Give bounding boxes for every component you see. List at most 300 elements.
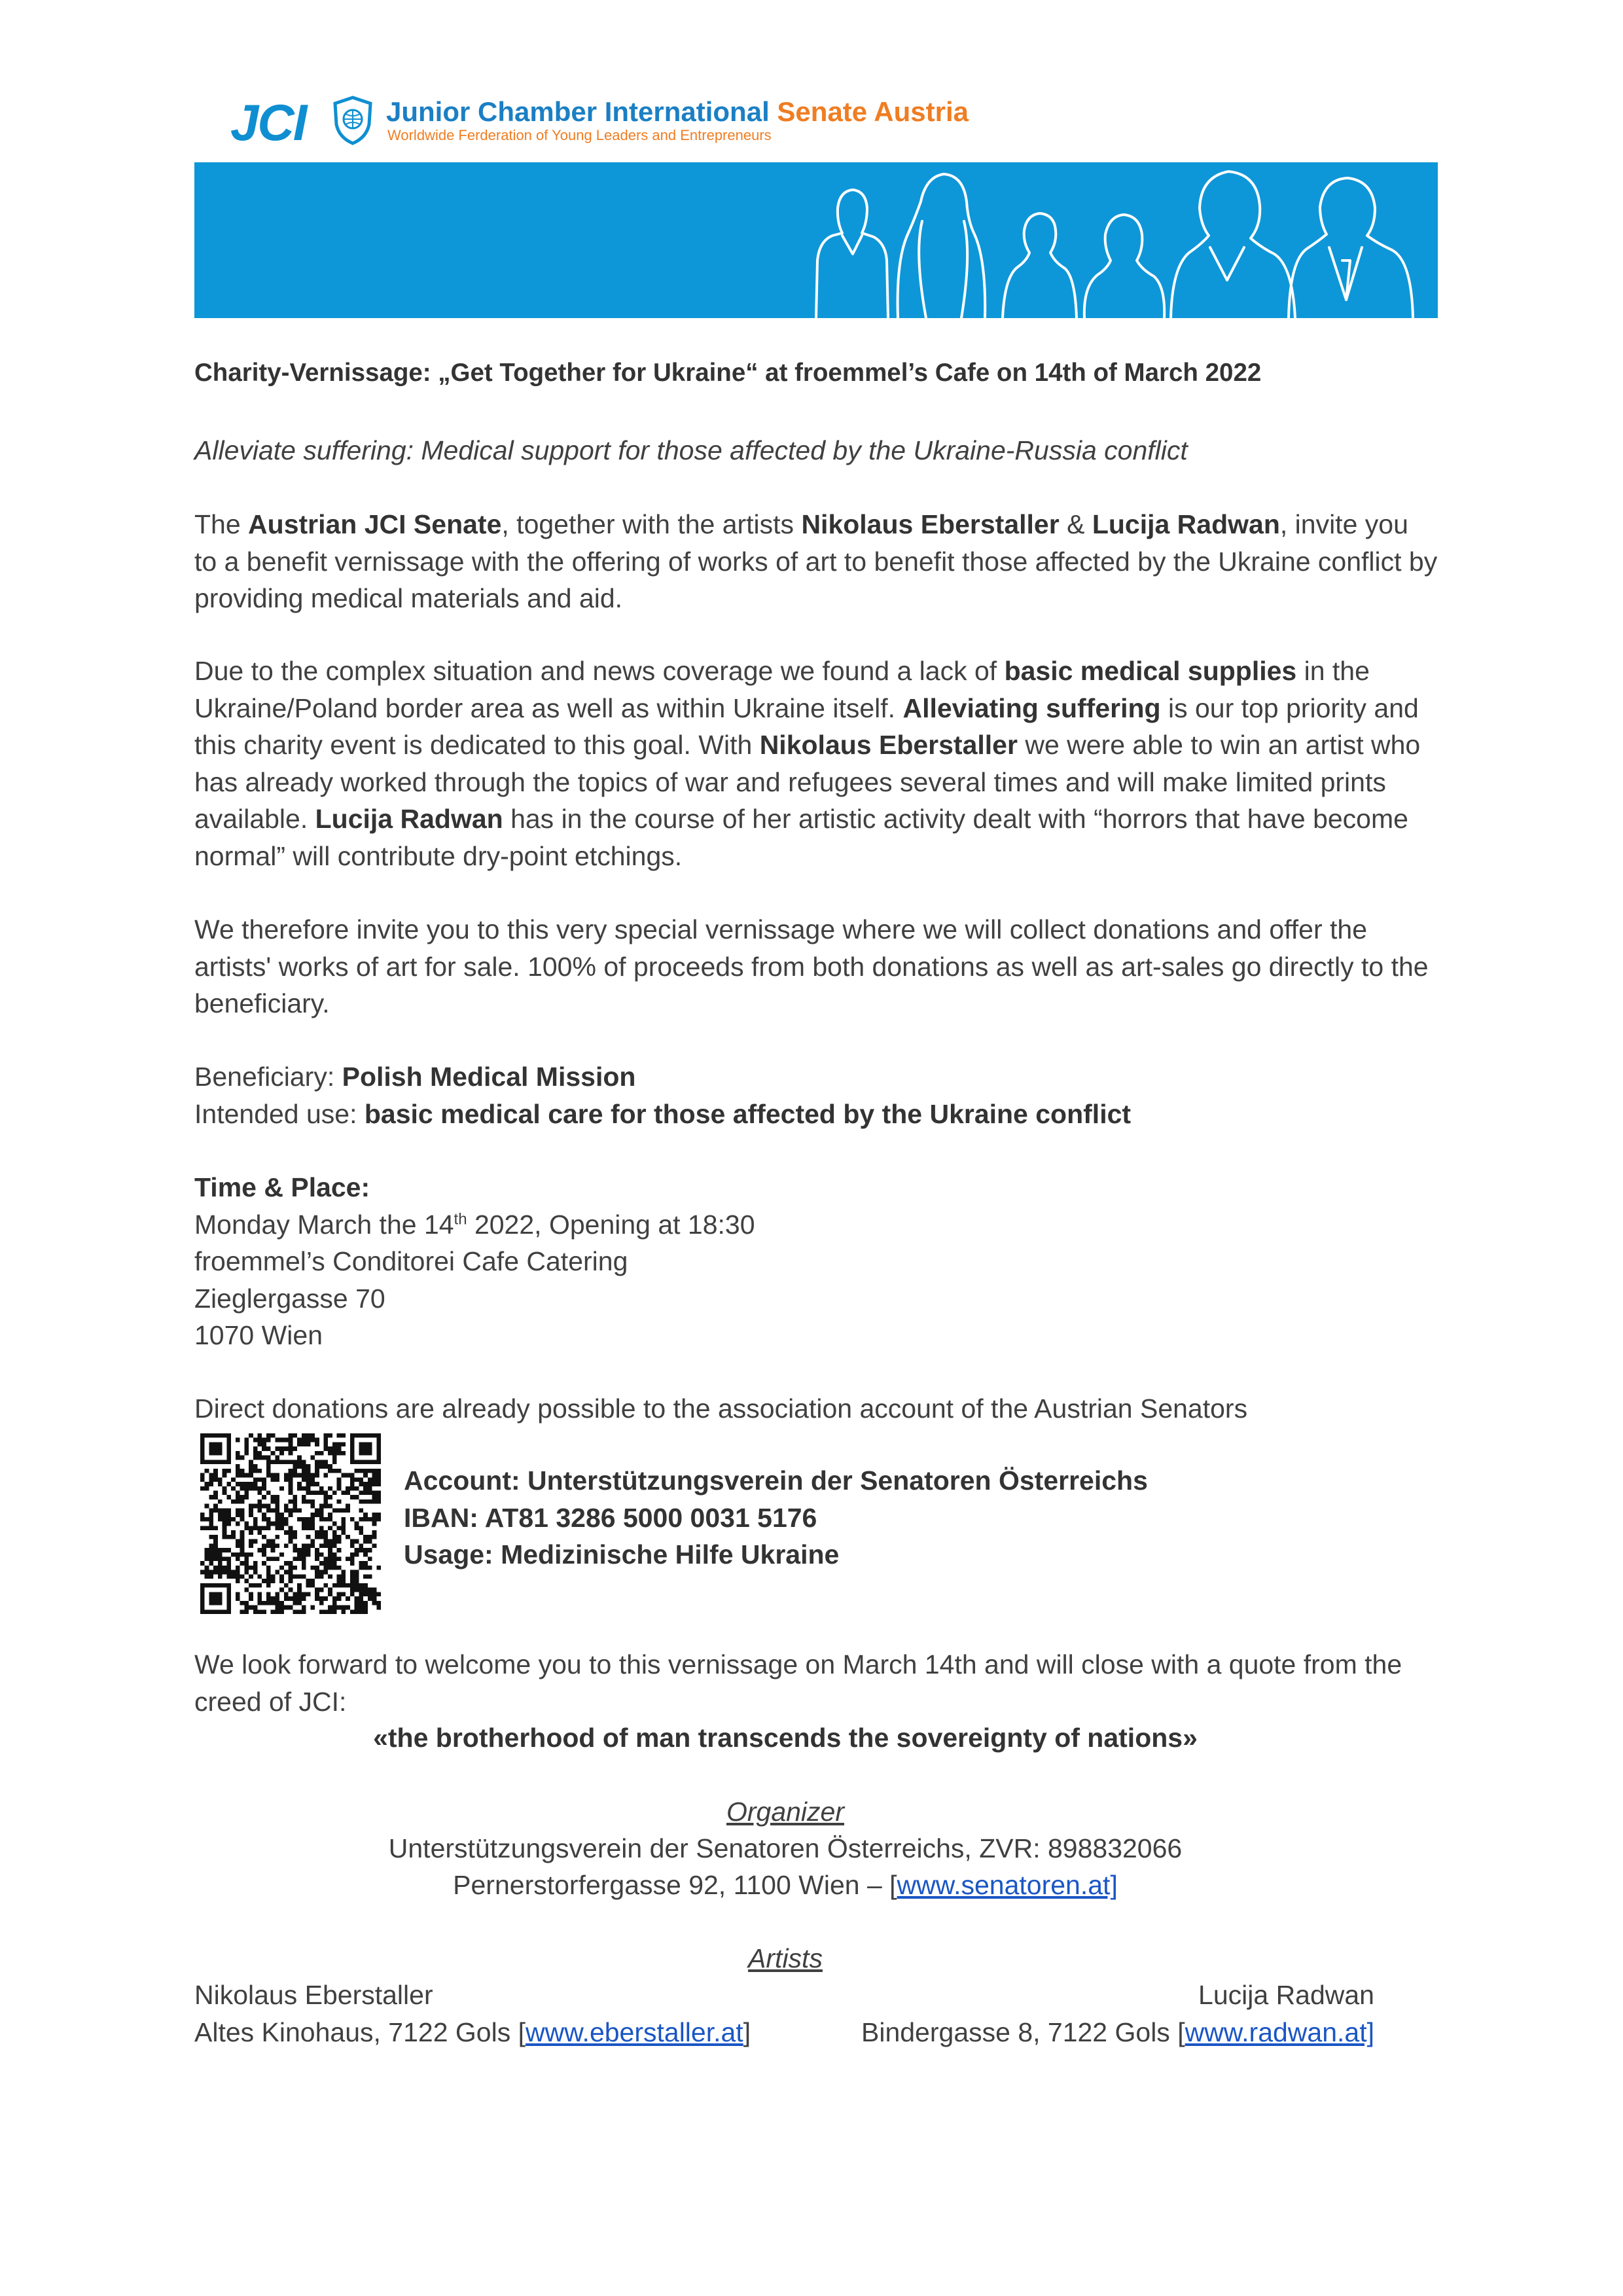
qr-module	[328, 1588, 332, 1592]
qr-module	[368, 1442, 372, 1446]
qr-module	[306, 1583, 311, 1588]
qr-module	[236, 1451, 240, 1456]
qr-module	[306, 1477, 311, 1482]
qr-module	[319, 1451, 324, 1456]
qr-module	[262, 1526, 266, 1530]
qr-module	[337, 1482, 342, 1486]
qr-module	[289, 1486, 293, 1491]
qr-module	[209, 1548, 213, 1552]
qr-module	[310, 1579, 315, 1583]
qr-module	[328, 1433, 332, 1438]
qr-module	[218, 1508, 223, 1513]
qr-module	[306, 1548, 311, 1552]
qr-module	[266, 1522, 271, 1526]
qr-module	[350, 1556, 355, 1561]
qr-module	[209, 1526, 213, 1530]
qr-module	[341, 1592, 346, 1596]
qr-module	[262, 1482, 266, 1486]
qr-module	[213, 1491, 218, 1496]
qr-module	[359, 1530, 363, 1535]
qr-module	[332, 1556, 337, 1561]
qr-module	[310, 1522, 315, 1526]
qr-module	[218, 1570, 223, 1575]
qr-module	[319, 1517, 324, 1522]
qr-module	[249, 1574, 253, 1579]
qr-module	[319, 1508, 324, 1513]
qr-module	[200, 1592, 205, 1596]
qr-module	[368, 1596, 372, 1601]
qr-module	[315, 1469, 319, 1473]
qr-module	[284, 1596, 289, 1601]
qr-module	[275, 1446, 279, 1451]
time-place-block	[194, 1169, 1438, 1354]
senatoren-link[interactable]: www.senatoren.at]	[897, 1870, 1118, 1900]
qr-module	[249, 1464, 253, 1469]
qr-module	[297, 1464, 302, 1469]
account-name: Account: Unterstützungsverein der Senatoren Österreichs	[404, 1465, 1148, 1496]
qr-module	[258, 1499, 262, 1504]
qr-module	[218, 1433, 223, 1438]
qr-module	[209, 1495, 213, 1499]
qr-module	[337, 1446, 342, 1451]
qr-module	[346, 1491, 350, 1496]
qr-module	[323, 1438, 328, 1443]
radwan-link[interactable]: www.radwan.at]	[1185, 2017, 1374, 2047]
qr-module	[284, 1530, 289, 1535]
qr-module	[323, 1561, 328, 1566]
qr-module	[368, 1539, 372, 1544]
qr-module	[302, 1552, 306, 1557]
qr-module	[363, 1499, 368, 1504]
qr-module	[271, 1539, 276, 1544]
eberstaller-link[interactable]: www.eberstaller.at	[525, 2017, 743, 2047]
qr-module	[244, 1588, 249, 1592]
qr-module	[244, 1561, 249, 1566]
qr-module	[337, 1556, 342, 1561]
qr-module	[258, 1530, 262, 1535]
qr-module	[200, 1438, 205, 1443]
qr-module	[337, 1499, 342, 1504]
qr-module	[271, 1499, 276, 1504]
qr-module	[213, 1548, 218, 1552]
qr-module	[231, 1517, 236, 1522]
qr-module	[315, 1473, 319, 1478]
qr-module	[323, 1539, 328, 1544]
text: in the Ukraine/Poland border area as well as within Ukraine itself.	[194, 656, 1370, 723]
qr-module	[332, 1552, 337, 1557]
qr-module	[240, 1517, 245, 1522]
qr-module	[368, 1566, 372, 1570]
qr-module	[323, 1596, 328, 1601]
qr-module	[319, 1588, 324, 1592]
qr-module	[205, 1583, 209, 1588]
qr-module	[253, 1566, 258, 1570]
closing-paragraph: We look forward to welcome you to this vernissage on March 14th and will close with a quote from the creed of JCI:	[194, 1649, 1402, 1717]
qr-module	[258, 1609, 262, 1614]
qr-module	[209, 1522, 213, 1526]
qr-module	[319, 1530, 324, 1535]
qr-module	[240, 1574, 245, 1579]
qr-module	[209, 1570, 213, 1575]
qr-module	[337, 1579, 342, 1583]
qr-module	[315, 1482, 319, 1486]
people-silhouettes-illustration	[194, 162, 1438, 318]
qr-module	[218, 1561, 223, 1566]
qr-module	[350, 1495, 355, 1499]
qr-module	[310, 1583, 315, 1588]
qr-module	[200, 1601, 205, 1605]
qr-module	[355, 1486, 359, 1491]
qr-module	[350, 1552, 355, 1557]
qr-module	[223, 1526, 227, 1530]
qr-module	[293, 1433, 297, 1438]
qr-module	[279, 1588, 284, 1592]
qr-module	[376, 1601, 381, 1605]
qr-module	[346, 1596, 350, 1601]
qr-module	[244, 1579, 249, 1583]
qr-module	[231, 1486, 236, 1491]
artist-radwan	[785, 1977, 1374, 2051]
qr-module	[297, 1552, 302, 1557]
qr-module	[275, 1601, 279, 1605]
qr-module	[253, 1570, 258, 1575]
qr-module	[323, 1499, 328, 1504]
qr-module	[226, 1495, 231, 1499]
qr-module	[297, 1473, 302, 1478]
qr-module	[209, 1473, 213, 1478]
qr-module	[368, 1592, 372, 1596]
qr-module	[372, 1495, 377, 1499]
qr-module	[372, 1588, 377, 1592]
qr-module	[372, 1535, 377, 1539]
qr-module	[271, 1508, 276, 1513]
qr-module	[279, 1566, 284, 1570]
qr-module	[319, 1596, 324, 1601]
venue-street: Zieglergasse 70	[194, 1283, 385, 1314]
qr-module	[302, 1605, 306, 1610]
usage: Usage: Medizinische Hilfe Ukraine	[404, 1539, 840, 1570]
qr-module	[328, 1552, 332, 1557]
qr-module	[363, 1469, 368, 1473]
qr-module	[323, 1566, 328, 1570]
qr-module	[302, 1556, 306, 1561]
qr-module	[372, 1522, 377, 1526]
qr-module	[231, 1530, 236, 1535]
qr-module	[341, 1517, 346, 1522]
qr-module	[306, 1535, 311, 1539]
qr-module	[284, 1592, 289, 1596]
bold-text: Lucija Radwan	[315, 804, 503, 834]
qr-module	[236, 1552, 240, 1557]
qr-module	[279, 1552, 284, 1557]
qr-module	[332, 1530, 337, 1535]
jci-shield-icon	[332, 96, 373, 145]
qr-module	[266, 1464, 271, 1469]
qr-module	[302, 1464, 306, 1469]
qr-module	[271, 1495, 276, 1499]
qr-module	[293, 1592, 297, 1596]
qr-module	[289, 1438, 293, 1443]
qr-module	[226, 1609, 231, 1614]
qr-module	[226, 1517, 231, 1522]
qr-module	[302, 1596, 306, 1601]
qr-module	[332, 1442, 337, 1446]
qr-module	[253, 1469, 258, 1473]
qr-module	[289, 1446, 293, 1451]
qr-module	[236, 1539, 240, 1544]
qr-module	[341, 1605, 346, 1610]
qr-module	[275, 1517, 279, 1522]
text: The	[194, 509, 249, 539]
qr-module	[213, 1460, 218, 1464]
qr-module	[323, 1504, 328, 1509]
qr-module	[240, 1508, 245, 1513]
qr-module	[236, 1566, 240, 1570]
qr-module	[319, 1491, 324, 1496]
bold-text: Alleviating suffering	[902, 692, 1161, 723]
qr-module	[319, 1561, 324, 1566]
qr-module	[293, 1535, 297, 1539]
qr-module	[293, 1543, 297, 1548]
qr-module	[372, 1513, 377, 1517]
qr-module	[293, 1566, 297, 1570]
payment-qr-code[interactable]	[200, 1433, 381, 1614]
qr-module	[293, 1609, 297, 1614]
qr-module	[297, 1486, 302, 1491]
qr-module	[244, 1482, 249, 1486]
qr-module	[226, 1592, 231, 1596]
qr-module	[271, 1433, 276, 1438]
qr-module	[328, 1574, 332, 1579]
qr-module	[315, 1570, 319, 1575]
qr-module	[240, 1601, 245, 1605]
qr-module	[297, 1596, 302, 1601]
qr-module	[253, 1438, 258, 1443]
qr-module	[205, 1504, 209, 1509]
qr-module	[240, 1530, 245, 1535]
qr-module	[209, 1513, 213, 1517]
qr-module	[293, 1495, 297, 1499]
qr-module	[315, 1491, 319, 1496]
qr-module	[209, 1583, 213, 1588]
qr-module	[376, 1438, 381, 1443]
qr-module	[226, 1482, 231, 1486]
qr-module	[368, 1556, 372, 1561]
qr-module	[231, 1477, 236, 1482]
qr-module	[293, 1556, 297, 1561]
qr-module	[213, 1477, 218, 1482]
qr-module	[249, 1592, 253, 1596]
qr-module	[372, 1460, 377, 1464]
qr-module	[306, 1517, 311, 1522]
qr-module	[226, 1570, 231, 1575]
qr-module	[258, 1526, 262, 1530]
qr-module	[213, 1601, 218, 1605]
qr-module	[209, 1592, 213, 1596]
qr-module	[372, 1530, 377, 1535]
qr-module	[302, 1473, 306, 1478]
qr-module	[213, 1504, 218, 1509]
qr-module	[289, 1526, 293, 1530]
qr-module	[279, 1526, 284, 1530]
qr-module	[209, 1482, 213, 1486]
qr-module	[372, 1477, 377, 1482]
qr-module	[293, 1601, 297, 1605]
qr-module	[200, 1513, 205, 1517]
qr-module	[226, 1438, 231, 1443]
qr-module	[271, 1451, 276, 1456]
qr-module	[218, 1583, 223, 1588]
qr-module	[205, 1433, 209, 1438]
qr-module	[266, 1456, 271, 1460]
qr-module	[359, 1499, 363, 1504]
qr-module	[271, 1574, 276, 1579]
event-date	[194, 1206, 1438, 1244]
qr-module	[275, 1526, 279, 1530]
beneficiary-line	[194, 1058, 1438, 1096]
qr-module	[355, 1574, 359, 1579]
qr-module	[332, 1601, 337, 1605]
qr-module	[359, 1460, 363, 1464]
qr-module	[226, 1522, 231, 1526]
qr-module	[213, 1526, 218, 1530]
qr-module	[284, 1504, 289, 1509]
qr-module	[279, 1579, 284, 1583]
qr-module	[372, 1469, 377, 1473]
qr-module	[226, 1566, 231, 1570]
qr-module	[315, 1451, 319, 1456]
qr-module	[372, 1592, 377, 1596]
qr-module	[359, 1601, 363, 1605]
qr-module	[337, 1535, 342, 1539]
qr-module	[249, 1473, 253, 1478]
qr-module	[284, 1460, 289, 1464]
qr-module	[319, 1526, 324, 1530]
qr-module	[332, 1508, 337, 1513]
qr-module	[302, 1592, 306, 1596]
qr-module	[226, 1460, 231, 1464]
qr-module	[337, 1508, 342, 1513]
qr-module	[226, 1451, 231, 1456]
qr-module	[213, 1446, 218, 1451]
qr-module	[213, 1592, 218, 1596]
qr-module	[244, 1486, 249, 1491]
qr-module	[271, 1522, 276, 1526]
qr-module	[200, 1433, 205, 1438]
intro-paragraph	[194, 506, 1438, 617]
qr-module	[346, 1508, 350, 1513]
qr-module	[297, 1592, 302, 1596]
qr-module	[337, 1486, 342, 1491]
qr-module	[200, 1460, 205, 1464]
qr-module	[266, 1583, 271, 1588]
qr-module	[350, 1570, 355, 1575]
qr-module	[236, 1456, 240, 1460]
qr-module	[205, 1570, 209, 1575]
qr-module	[302, 1548, 306, 1552]
qr-module	[240, 1495, 245, 1499]
qr-module	[328, 1556, 332, 1561]
qr-module	[284, 1517, 289, 1522]
qr-module	[262, 1601, 266, 1605]
qr-module	[223, 1570, 227, 1575]
qr-module	[258, 1592, 262, 1596]
qr-module	[332, 1583, 337, 1588]
qr-module	[310, 1456, 315, 1460]
qr-module	[223, 1433, 227, 1438]
qr-module	[226, 1583, 231, 1588]
qr-module	[368, 1491, 372, 1496]
qr-module	[279, 1451, 284, 1456]
qr-module	[310, 1499, 315, 1504]
qr-module	[306, 1482, 311, 1486]
qr-module	[218, 1574, 223, 1579]
qr-module	[346, 1556, 350, 1561]
qr-module	[223, 1486, 227, 1491]
qr-module	[302, 1469, 306, 1473]
qr-module	[223, 1469, 227, 1473]
qr-module	[302, 1517, 306, 1522]
qr-module	[289, 1570, 293, 1575]
qr-module	[213, 1566, 218, 1570]
qr-module	[355, 1579, 359, 1583]
qr-module	[244, 1566, 249, 1570]
qr-module	[262, 1446, 266, 1451]
qr-module	[359, 1517, 363, 1522]
qr-module	[359, 1596, 363, 1601]
qr-module	[253, 1504, 258, 1509]
artist-name: Nikolaus Eberstaller	[194, 1980, 433, 2010]
qr-module	[271, 1473, 276, 1478]
qr-module	[302, 1561, 306, 1566]
qr-module	[253, 1464, 258, 1469]
bracket: ]	[743, 2017, 751, 2047]
qr-module	[363, 1601, 368, 1605]
qr-module	[328, 1451, 332, 1456]
qr-module	[310, 1433, 315, 1438]
qr-module	[372, 1517, 377, 1522]
qr-module	[209, 1535, 213, 1539]
qr-module	[262, 1504, 266, 1509]
qr-module	[323, 1495, 328, 1499]
qr-module	[337, 1592, 342, 1596]
qr-module	[244, 1442, 249, 1446]
qr-module	[306, 1442, 311, 1446]
qr-module	[262, 1438, 266, 1443]
qr-module	[306, 1499, 311, 1504]
text: Due to the complex situation and news coverage we found a lack of	[194, 656, 1005, 686]
qr-module	[323, 1433, 328, 1438]
qr-module	[271, 1548, 276, 1552]
qr-module	[205, 1526, 209, 1530]
beneficiary-label: Beneficiary:	[194, 1062, 342, 1092]
qr-module	[323, 1556, 328, 1561]
qr-module	[218, 1566, 223, 1570]
iban: IBAN: AT81 3286 5000 0031 5176	[404, 1502, 817, 1533]
qr-module	[279, 1574, 284, 1579]
organizer-heading: Organizer	[726, 1797, 844, 1827]
qr-module	[209, 1508, 213, 1513]
qr-module	[262, 1495, 266, 1499]
qr-module	[363, 1473, 368, 1478]
qr-module	[266, 1556, 271, 1561]
qr-module	[328, 1517, 332, 1522]
qr-module	[341, 1508, 346, 1513]
qr-module	[275, 1460, 279, 1464]
qr-module	[284, 1446, 289, 1451]
qr-module	[350, 1446, 355, 1451]
qr-module	[240, 1473, 245, 1478]
